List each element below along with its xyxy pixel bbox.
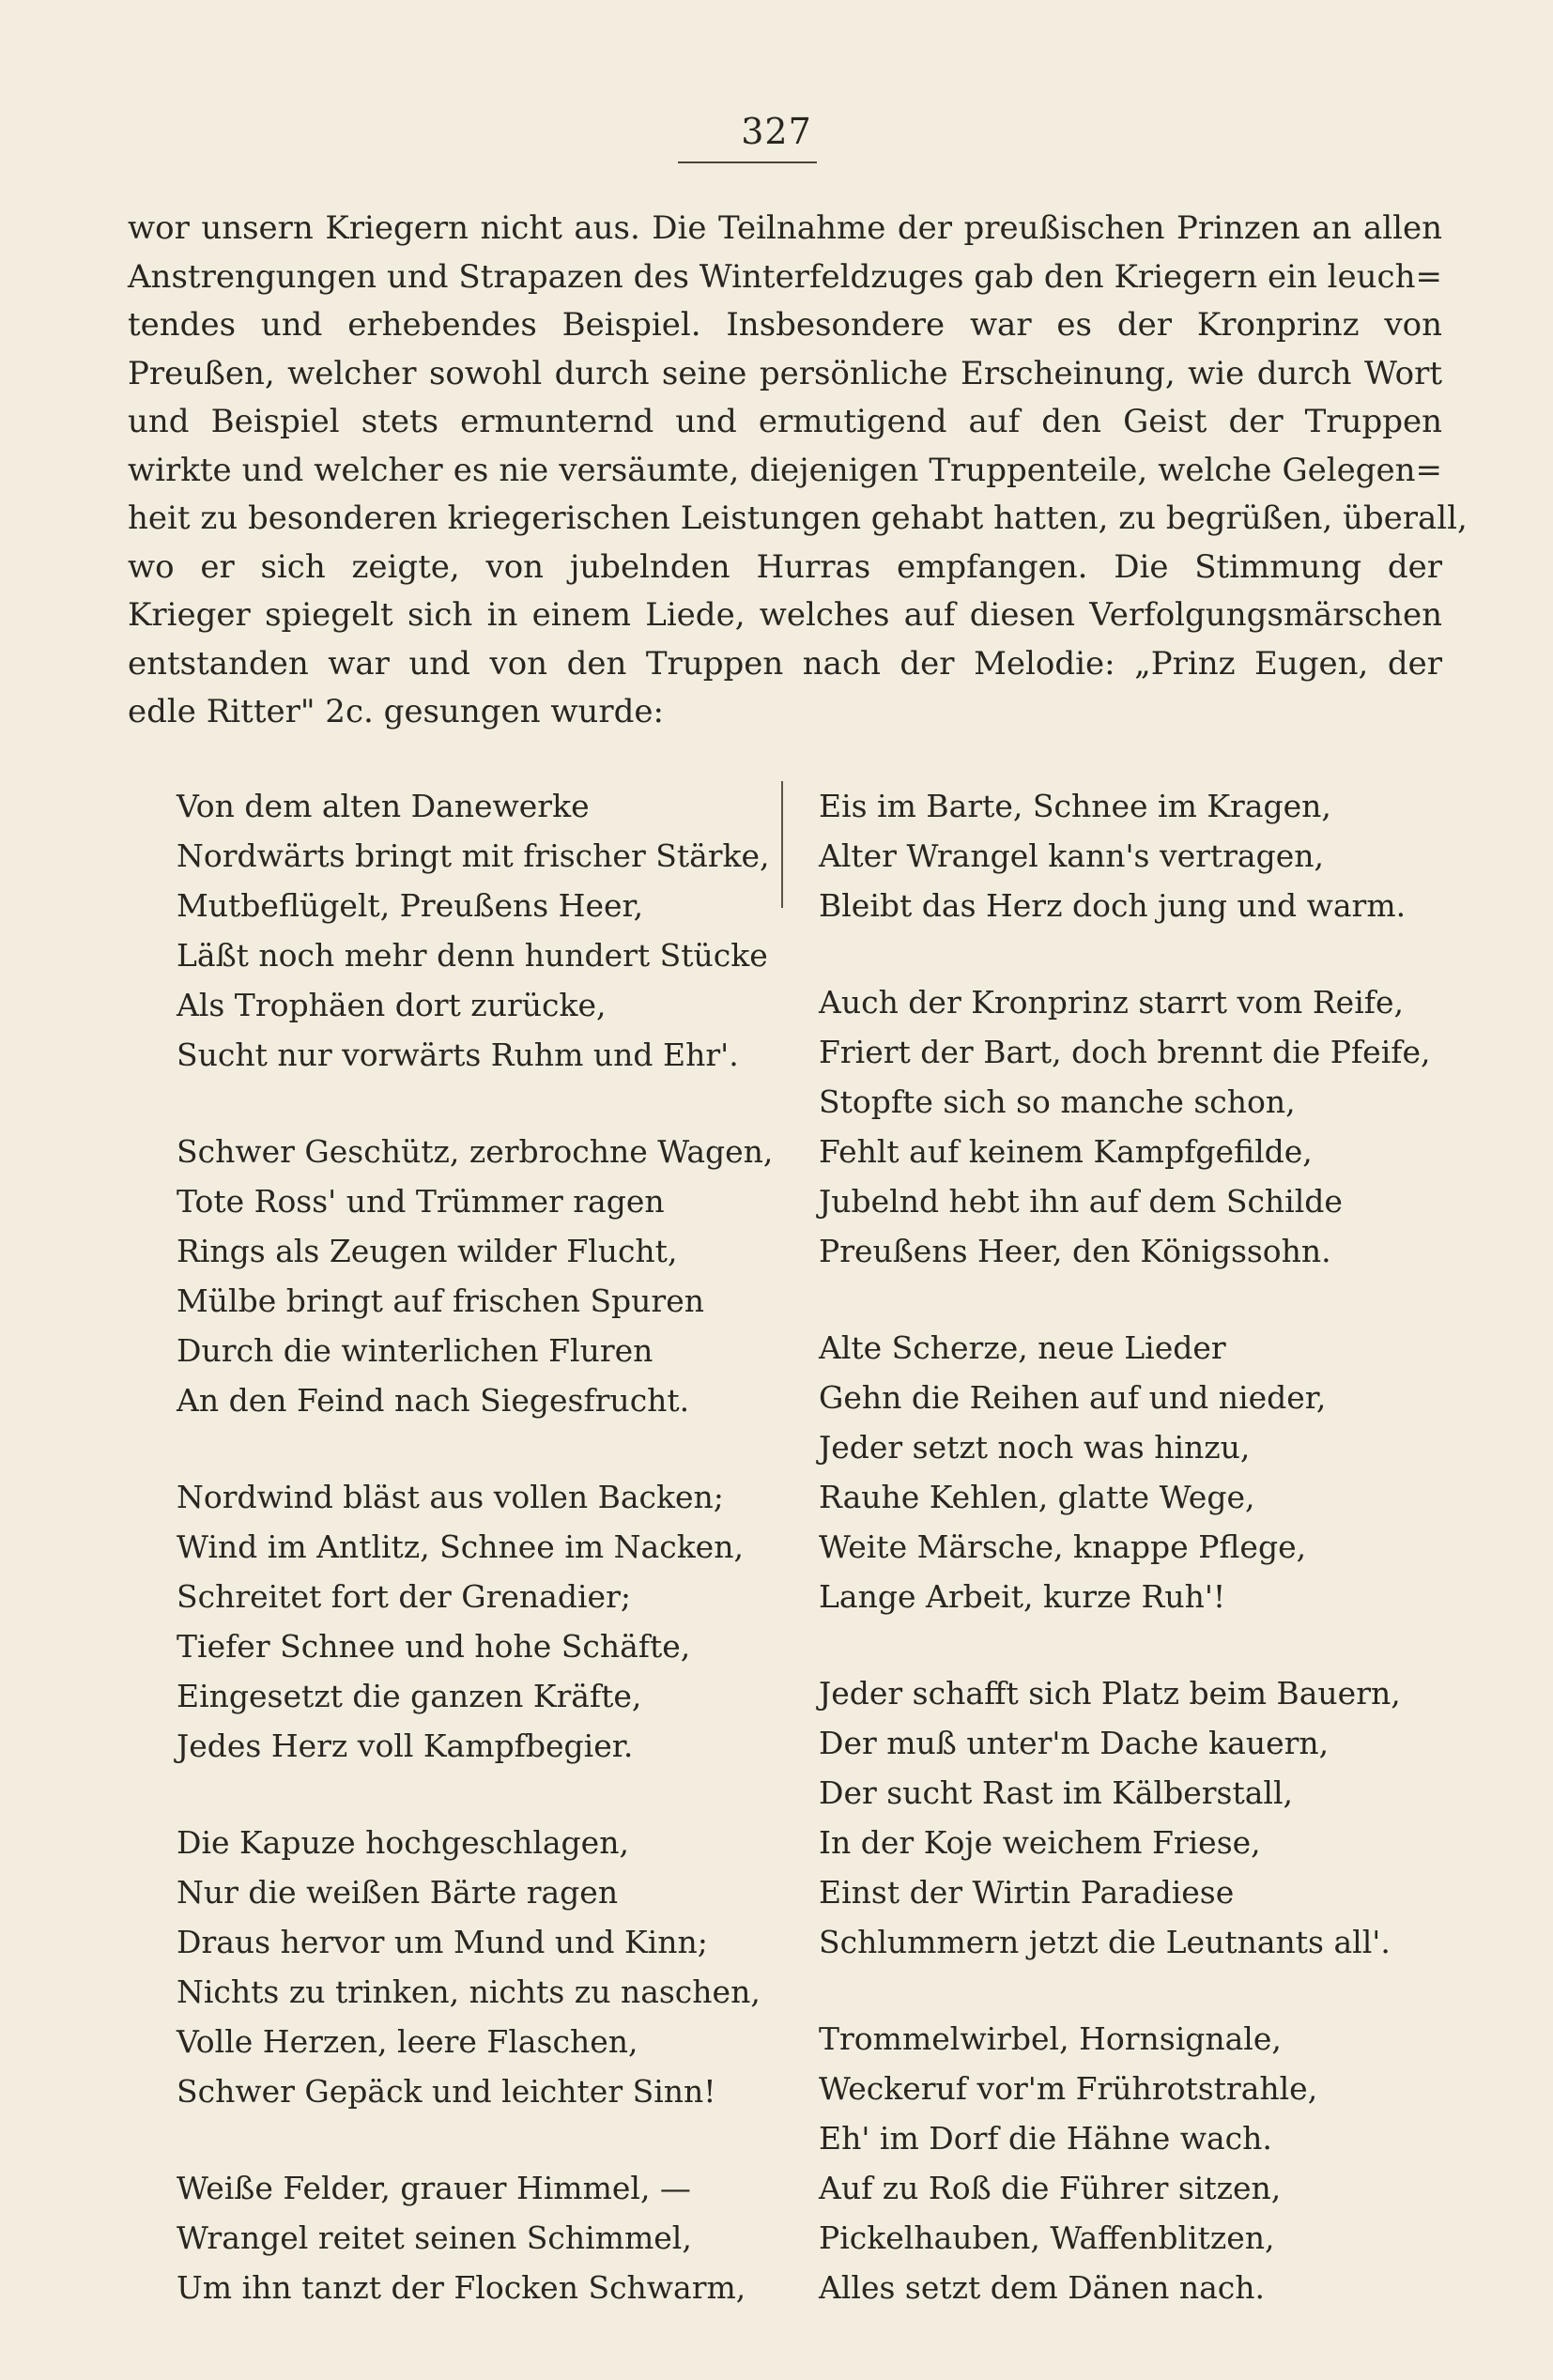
poem-line: Nordwärts bringt mit frischer Stärke, bbox=[177, 837, 770, 874]
poem-line: Jedes Herz voll Kampfbegier. bbox=[177, 1727, 634, 1764]
poem-line: Alles setzt dem Dänen nach. bbox=[819, 2269, 1266, 2306]
poem-stanza bbox=[819, 2014, 1420, 2312]
prose-line: Krieger spiegelt sich in einem Liede, welches auf diesen Verfolgungsmärschen bbox=[128, 596, 1442, 634]
poem-line: Jeder setzt noch was hinzu, bbox=[819, 1429, 1251, 1466]
prose-line: wirkte und welcher es nie versäumte, diejenigen Truppenteile, welche Gelegen= bbox=[128, 451, 1442, 489]
poem-stanza bbox=[177, 1472, 759, 1771]
poem-line: Schreitet fort der Grenadier; bbox=[177, 1578, 631, 1615]
poem-line: Schwer Gepäck und leichter Sinn! bbox=[177, 2073, 716, 2110]
poem-line: Fehlt auf keinem Kampfgefilde, bbox=[819, 1133, 1313, 1170]
prose-line: edle Ritter" 2c. gesungen wurde: bbox=[128, 693, 664, 730]
poem-stanza bbox=[177, 1818, 759, 2116]
poem-line: Eis im Barte, Schnee im Kragen, bbox=[819, 788, 1331, 824]
poem-line: Wind im Antlitz, Schnee im Nacken, bbox=[177, 1528, 744, 1565]
poem-line: An den Feind nach Siegesfrucht. bbox=[177, 1382, 690, 1419]
poem-line: Auf zu Roß die Führer sitzen, bbox=[819, 2170, 1282, 2206]
poem-line: Durch die winterlichen Fluren bbox=[177, 1332, 653, 1369]
poem-stanza bbox=[819, 781, 1420, 930]
poem-line: Lange Arbeit, kurze Ruh'! bbox=[819, 1578, 1226, 1615]
poem-line: Weiße Felder, grauer Himmel, — bbox=[177, 2170, 691, 2206]
poem-line: Der muß unter'm Dache kauern, bbox=[819, 1725, 1330, 1761]
poem-line: Um ihn tanzt der Flocken Schwarm, bbox=[177, 2269, 746, 2306]
poem-stanza bbox=[177, 2163, 759, 2312]
header-rule bbox=[678, 161, 817, 163]
poem-line: Mutbeflügelt, Preußens Heer, bbox=[177, 887, 644, 924]
poem-stanza bbox=[177, 781, 770, 1080]
poem-line: Gehn die Reihen auf und nieder, bbox=[819, 1379, 1327, 1416]
poem-line: Nur die weißen Bärte ragen bbox=[177, 1874, 619, 1911]
poem-line: In der Koje weichem Friese, bbox=[819, 1824, 1261, 1861]
poem-stanza bbox=[819, 1668, 1420, 1967]
poem-line: Preußens Heer, den Königssohn. bbox=[819, 1233, 1331, 1269]
poem-line: Weckeruf vor'm Frührotstrahle, bbox=[819, 2070, 1318, 2107]
poem-line: Als Trophäen dort zurücke, bbox=[177, 987, 607, 1023]
poem-line: Der sucht Rast im Kälberstall, bbox=[819, 1774, 1294, 1811]
poem-right-column bbox=[819, 781, 1431, 2359]
poem-line: Rauhe Kehlen, glatte Wege, bbox=[819, 1479, 1255, 1515]
poem-line: Eh' im Dorf die Hähne wach. bbox=[819, 2120, 1272, 2157]
poem-line: Alter Wrangel kann's vertragen, bbox=[819, 837, 1325, 874]
poem-line: Tote Ross' und Trümmer ragen bbox=[177, 1183, 665, 1220]
prose-paragraph bbox=[128, 205, 1468, 737]
poem-line: Einst der Wirtin Paradiese bbox=[819, 1874, 1235, 1911]
poem-line: Die Kapuze hochgeschlagen, bbox=[177, 1824, 629, 1861]
poem-stanza bbox=[819, 977, 1431, 1276]
poem-line: Rings als Zeugen wilder Flucht, bbox=[177, 1233, 678, 1269]
poem-line: Stopfte sich so manche schon, bbox=[819, 1083, 1296, 1120]
poem-line: Eingesetzt die ganzen Kräfte, bbox=[177, 1678, 642, 1714]
poem-line: Pickelhauben, Waffenblitzen, bbox=[819, 2219, 1275, 2256]
poem-line: Schwer Geschütz, zerbrochne Wagen, bbox=[177, 1133, 774, 1170]
poem-line: Läßt noch mehr denn hundert Stücke bbox=[177, 937, 768, 974]
poem-left-column bbox=[177, 781, 774, 2359]
poem-line: Jubelnd hebt ihn auf dem Schilde bbox=[819, 1183, 1343, 1220]
poem-line: Auch der Kronprinz starrt vom Reife, bbox=[819, 984, 1404, 1021]
prose-line: wor unsern Kriegern nicht aus. Die Teilnahme der preußischen Prinzen an allen bbox=[128, 209, 1442, 247]
poem-line: Weite Märsche, knappe Pflege, bbox=[819, 1528, 1307, 1565]
poem-line: Bleibt das Herz doch jung und warm. bbox=[819, 887, 1407, 924]
poem-line: Nichts zu trinken, nichts zu naschen, bbox=[177, 1973, 761, 2010]
prose-line: entstanden war und von den Truppen nach der Melodie: „Prinz Eugen, der bbox=[128, 644, 1442, 683]
prose-line: heit zu besonderen kriegerischen Leistungen gehabt hatten, zu begrüßen, überall, bbox=[128, 499, 1468, 537]
poem-stanza bbox=[177, 1127, 774, 1425]
poem-line: Sucht nur vorwärts Ruhm und Ehr'. bbox=[177, 1036, 739, 1073]
prose-line: tendes und erhebendes Beispiel. Insbesondere war es der Kronprinz von bbox=[128, 306, 1442, 344]
prose-line: wo er sich zeigte, von jubelnden Hurras empfangen. Die Stimmung der bbox=[128, 547, 1442, 586]
poem-line: Mülbe bringt auf frischen Spuren bbox=[177, 1282, 704, 1319]
poem-line: Jeder schafft sich Platz beim Bauern, bbox=[819, 1675, 1401, 1712]
poem-line: Friert der Bart, doch brennt die Pfeife, bbox=[819, 1034, 1431, 1070]
column-divider bbox=[781, 781, 783, 908]
prose-line: und Beispiel stets ermunternd und ermutigend auf den Geist der Truppen bbox=[128, 403, 1442, 440]
poem-line: Wrangel reitet seinen Schimmel, bbox=[177, 2219, 692, 2256]
poem-line: Volle Herzen, leere Flaschen, bbox=[177, 2023, 638, 2060]
poem-line: Draus hervor um Mund und Kinn; bbox=[177, 1924, 708, 1960]
poem-stanza bbox=[819, 1323, 1420, 1621]
poem-line: Trommelwirbel, Hornsignale, bbox=[819, 2020, 1282, 2057]
poem-line: Nordwind bläst aus vollen Backen; bbox=[177, 1479, 724, 1515]
page-number: 327 bbox=[741, 111, 812, 152]
poem-line: Tiefer Schnee und hohe Schäfte, bbox=[177, 1628, 691, 1665]
poem-line: Schlummern jetzt die Leutnants all'. bbox=[819, 1924, 1391, 1960]
prose-line: Preußen, welcher sowohl durch seine persönliche Erscheinung, wie durch Wort bbox=[128, 354, 1442, 392]
prose-line: Anstrengungen und Strapazen des Winterfeldzuges gab den Kriegern ein leuch= bbox=[128, 257, 1442, 296]
poem-line: Von dem alten Danewerke bbox=[177, 788, 590, 824]
poem-line: Alte Scherze, neue Lieder bbox=[819, 1329, 1226, 1366]
